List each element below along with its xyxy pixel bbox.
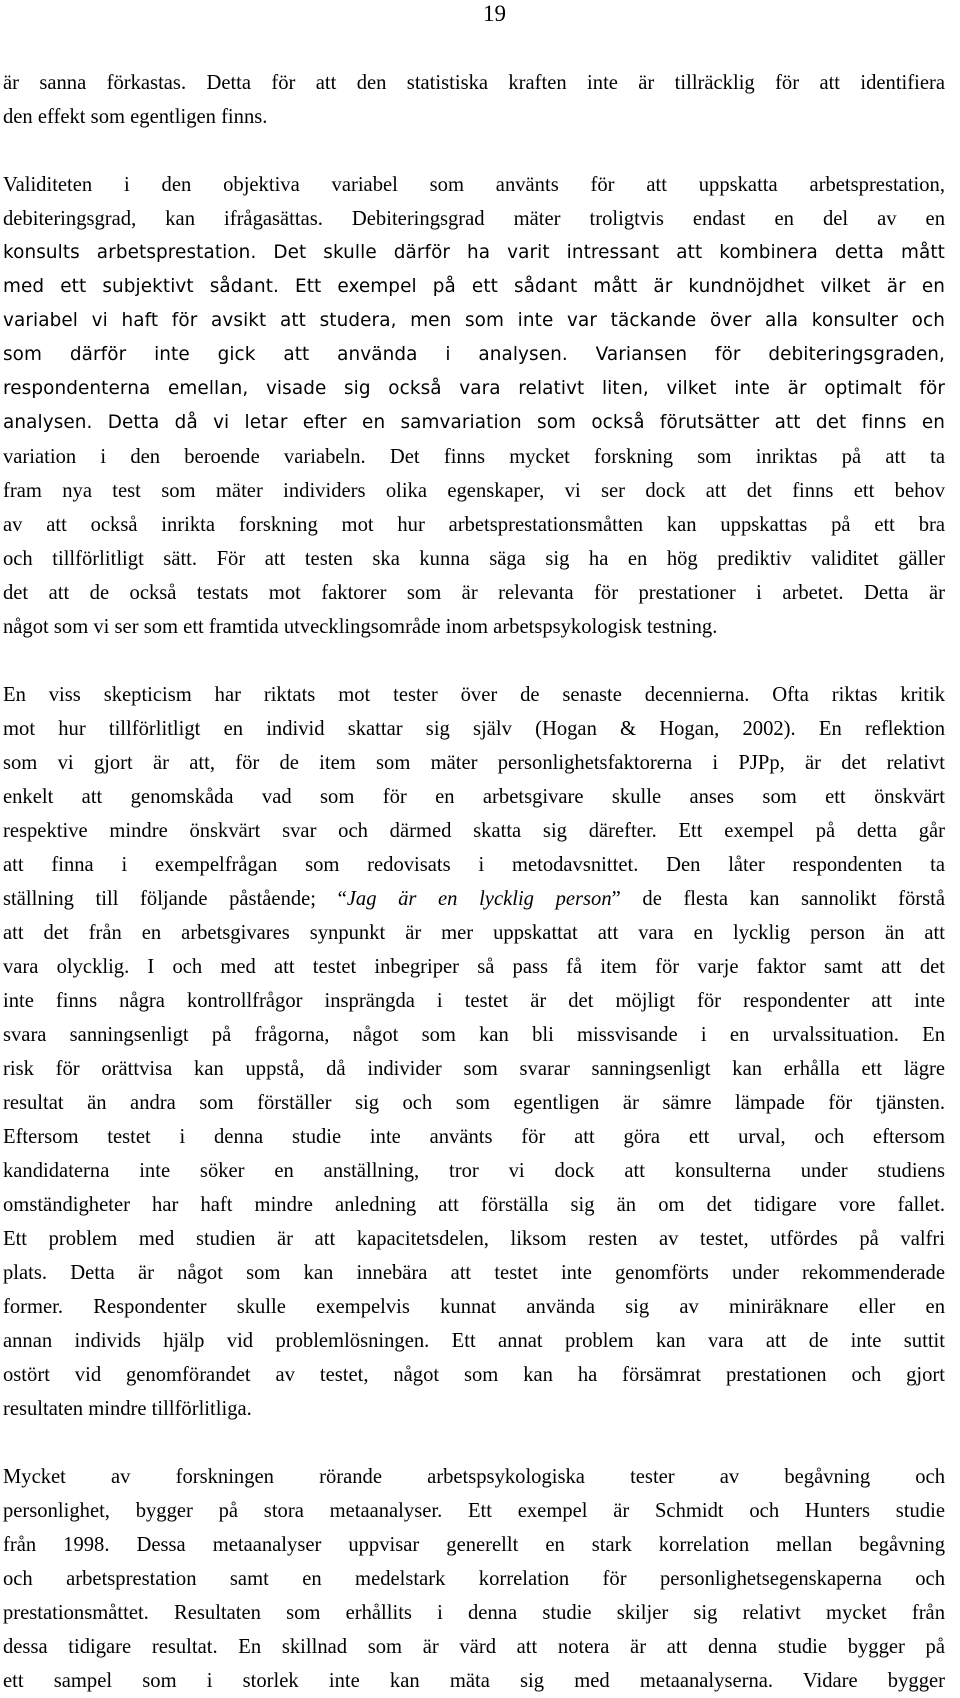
text-line: den effekt som egentligen finns. [3, 106, 268, 128]
text-line: av att också inrikta forskning mot hur arbetsprestationsmåtten kan uppskattas på ett bra [3, 514, 945, 536]
paragraph-3 [3, 678, 945, 1426]
text-line: plats. Detta är något som kan innebära att testet inte genomförts under rekommenderade [3, 1262, 945, 1284]
text-line: och tillförlitligt sätt. För att testen ska kunna säga sig ha en hög prediktiv validitet gäller [3, 548, 945, 570]
paragraph-2 [3, 168, 945, 644]
text-line: vara olycklig. I och med att testet inbegriper så pass få item för varje faktor samt att det [3, 956, 945, 978]
text-line: inte finns några kontrollfrågor insprängda i testet är det möjligt för respondenter att inte [3, 990, 945, 1012]
text-line: risk för orättvisa kan uppstå, då individer som svarar sanningsenligt kan erhålla ett lägre [3, 1058, 945, 1080]
text-line: något som vi ser som ett framtida utvecklingsområde inom arbetspsykologisk testning. [3, 616, 718, 638]
text-line: analysen. Detta då vi letar efter en samvariation som också förutsätter att det finns en [3, 412, 945, 433]
text-line: kandidaterna inte söker en anställning, tror vi dock att konsulterna under studiens [3, 1160, 945, 1182]
paragraph-4 [3, 1460, 945, 1698]
text-line: personlighet, bygger på stora metaanalyser. Ett exempel är Schmidt och Hunters studie [3, 1500, 945, 1522]
quoted-statement: Jag är en lycklig person [346, 888, 612, 910]
text-line: variabel vi haft för avsikt att studera, men som inte var täckande över alla konsulter och [3, 310, 945, 331]
document-body [3, 66, 945, 1698]
text-line: resultat än andra som förställer sig och som egentligen är sämre lämpade för tjänsten. [3, 1092, 945, 1114]
paragraph-1 [3, 66, 945, 134]
text-line: respektive mindre önskvärt svar och därmed skatta sig därefter. Ett exempel på detta går [3, 820, 945, 842]
text-line: dessa tidigare resultat. En skillnad som är värd att notera är att denna studie bygger på [3, 1636, 945, 1658]
quote-line-after: ” de flesta kan sannolikt förstå [611, 888, 945, 910]
text-line: Validiteten i den objektiva variabel som använts för att uppskatta arbetsprestation, [3, 174, 945, 196]
quote-line [3, 882, 945, 916]
quote-line-before: ställning till följande påstående; “ [3, 888, 347, 910]
text-line: omständigheter har haft mindre anledning att förställa sig än om det tidigare vore fallet. [3, 1194, 945, 1216]
text-line: konsults arbetsprestation. Det skulle därför ha varit intressant att kombinera detta mått [3, 242, 945, 263]
text-line: prestationsmåttet. Resultaten som erhållits i denna studie skiljer sig relativt mycket från [3, 1602, 945, 1624]
text-line: En viss skepticism har riktats mot tester över de senaste decennierna. Ofta riktas kritik [3, 684, 945, 706]
text-line: som vi gjort är att, för de item som mäter personlighetsfaktorerna i PJPp, är det relativt [3, 752, 945, 774]
text-line: Eftersom testet i denna studie inte använts för att göra ett urval, och eftersom [3, 1126, 945, 1148]
text-line: att det från en arbetsgivares synpunkt är mer uppskattat att vara en lycklig person än att [3, 922, 945, 944]
text-line: med ett subjektivt sådant. Ett exempel på ett sådant mått är kundnöjdhet vilket är en [3, 276, 945, 297]
text-line: variation i den beroende variabeln. Det finns mycket forskning som inriktas på att ta [3, 446, 945, 468]
text-line: Ett problem med studien är att kapacitetsdelen, liksom resten av testet, utfördes på valfri [3, 1228, 945, 1250]
text-line: annan individs hjälp vid problemlösningen. Ett annat problem kan vara att de inte suttit [3, 1330, 945, 1352]
text-line: resultaten mindre tillförlitliga. [3, 1398, 252, 1420]
text-line: fram nya test som mäter individers olika egenskaper, vi ser dock att det finns ett behov [3, 480, 945, 502]
text-line: det att de också testats mot faktorer som är relevanta för prestationer i arbetet. Detta är [3, 582, 945, 604]
text-line: respondenterna emellan, visade sig också vara relativt liten, vilket inte är optimalt för [3, 378, 945, 399]
text-line: former. Respondenter skulle exempelvis kunnat använda sig av miniräknare eller en [3, 1296, 945, 1318]
text-line: är sanna förkastas. Detta för att den statistiska kraften inte är tillräcklig för att identifiera [3, 72, 945, 94]
page-number: 19 [483, 1, 506, 26]
text-line: enkelt att genomskåda vad som för en arbetsgivare skulle anses som ett önskvärt [3, 786, 945, 808]
text-line: att finna i exempelfrågan som redovisats i metodavsnittet. Den låter respondenten ta [3, 854, 945, 876]
text-line: från 1998. Dessa metaanalyser uppvisar generellt en stark korrelation mellan begåvning [3, 1534, 945, 1556]
text-line: ett sampel som i storlek inte kan mäta sig med metaanalyserna. Vidare bygger [3, 1670, 945, 1692]
text-line: debiteringsgrad, kan ifrågasättas. Debiteringsgrad mäter troligtvis endast en del av en [3, 208, 945, 230]
text-line: Mycket av forskningen rörande arbetspsykologiska tester av begåvning och [3, 1466, 945, 1488]
text-line: svara sanningsenligt på frågorna, något som kan bli missvisande i en urvalssituation. En [3, 1024, 945, 1046]
text-line: mot hur tillförlitligt en individ skattar sig själv (Hogan & Hogan, 2002). En reflektion [3, 718, 945, 740]
text-line: som därför inte gick att använda i analysen. Variansen för debiteringsgraden, [3, 344, 945, 365]
text-line: ostört vid genomförandet av testet, något som kan ha försämrat prestationen och gjort [3, 1364, 945, 1386]
text-line: och arbetsprestation samt en medelstark korrelation för personlighetsegenskaperna och [3, 1568, 945, 1590]
